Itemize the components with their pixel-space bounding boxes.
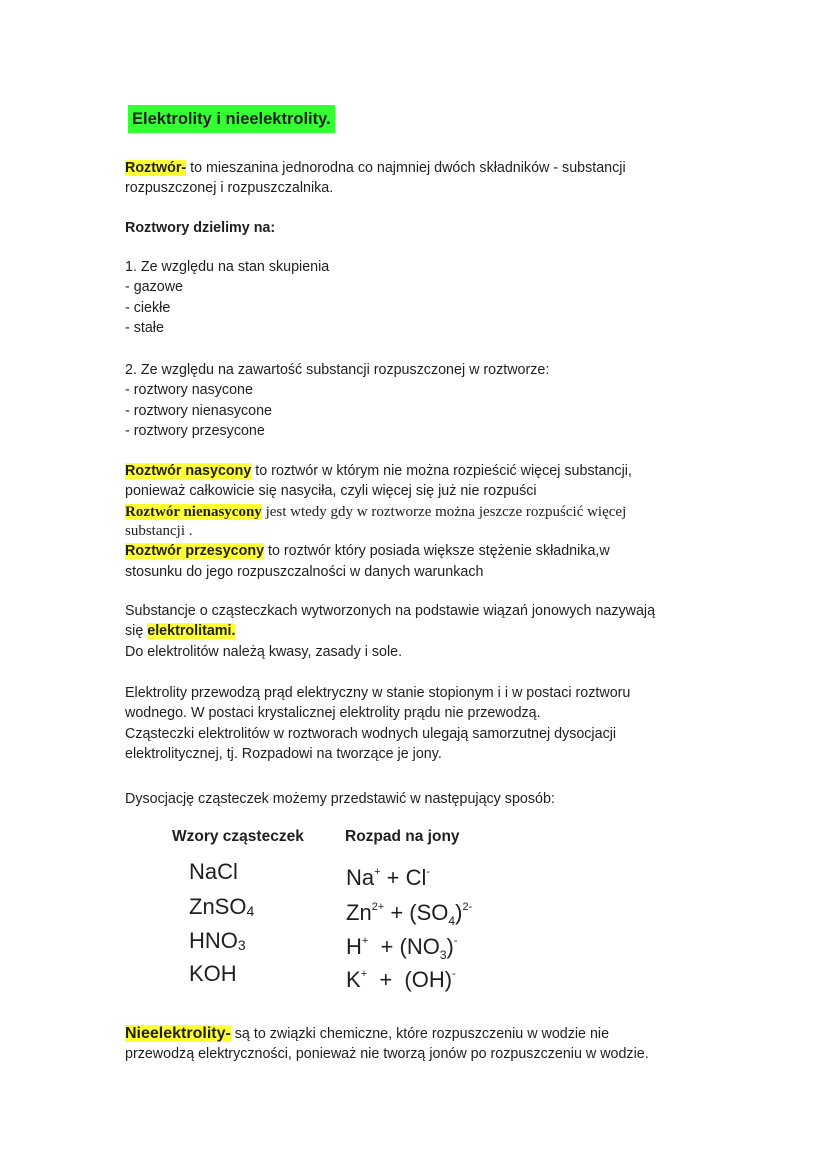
column-header-ions: Rozpad na jony [345,828,460,845]
molecule-formula [189,960,237,992]
paragraph-line: Cząsteczki elektrolitów w roztworach wodnych ulegają samorzutnej dysocjacji [125,725,617,742]
ion-charge: + [374,866,381,878]
highlighted-term: Nieelektrolity- [125,1025,231,1042]
paragraph-line: przewodzą elektryczności, ponieważ nie tworzą jonów po rozpuszczeniu w wodzie. [125,1046,649,1063]
type-text: jest wtedy gdy w roztworze można jeszcze rozpuścić więcej [261,503,627,520]
ion-text: Na [346,865,375,890]
list-heading: 1. Ze względu na stan skupienia [125,259,330,275]
molecule-formula [189,893,254,925]
ion-subscript: 4 [448,914,456,928]
ion-text: K [346,967,361,992]
definition-text-cont: rozpuszczonej i rozpuszczalnika. [125,180,334,197]
list-state [125,257,725,339]
highlighted-term: Roztwór przesycony [125,543,265,560]
type-text-cont: stosunku do jego rozpuszczalności w danych warunkach [125,563,484,580]
list-item: - roztwory nasycone [125,382,253,399]
paragraph-line: elektrolitycznej, tj. Rozpadowi na tworzące je jony. [125,746,442,763]
formula-text: KOH [189,961,237,986]
ion-subscript: 3 [439,948,447,962]
list-item: - stałe [125,320,164,337]
molecule-formula [189,927,246,959]
list-heading: 2. Ze względu na zawartość substancji rozpuszczonej w roztworze: [125,362,550,378]
ion-charge: - [453,935,458,947]
ion-text: + (NO [368,934,440,959]
ion-text: ) [446,934,454,959]
electrolytes-paragraph [125,601,745,662]
highlighted-term: Roztwór- [125,160,187,176]
formula-subscript: 4 [246,903,255,919]
formula-text: HNO [189,928,238,953]
list-item: - roztwory nienasycone [125,402,273,419]
type-text: to roztwór który posiada większe stężenie składnika,w [264,543,610,560]
conduction-paragraph [125,683,745,765]
ion-charge: 2- [462,901,473,913]
paragraph-line: wodnego. W postaci krystalicznej elektrolity prądu nie przewodzą. [125,705,541,722]
definition-text: to mieszanina jednorodna co najmniej dwóch składników - substancji [186,160,626,176]
ion-text: ) [455,900,463,925]
division-heading: Roztwory dzielimy na: [125,220,276,236]
ion-charge: 2+ [371,901,385,913]
nonelectrolytes-paragraph [125,1024,745,1065]
paragraph-line: Substancje o cząsteczkach wytworzonych na podstawie wiązań jonowych nazywają [125,603,656,619]
paragraph-text: są to związki chemiczne, które rozpuszczeniu w wodzie nie [230,1026,610,1042]
formula-text: ZnSO [189,894,247,919]
solution-definition [125,158,725,199]
list-concentration [125,360,725,442]
ion-text: H [346,934,362,959]
ion-text: Zn [346,900,372,925]
formula-text: NaCl [189,859,238,884]
ion-charge: + [361,935,369,947]
paragraph-line: Elektrolity przewodzą prąd elektryczny w stanie stopionym i i w postaci roztworu [125,685,631,701]
molecule-formula [189,858,238,890]
dissociation-intro: Dysocjację cząsteczek możemy przedstawić w następujący sposób: [125,791,555,807]
list-item: - ciekłe [125,299,171,316]
paragraph-text: się [125,623,148,640]
ion-equation [346,960,456,1002]
highlighted-term: Roztwór nasycony [125,463,252,479]
ion-text: + (SO [384,900,449,925]
list-item: - gazowe [125,279,184,296]
list-item: - roztwory przesycone [125,423,265,440]
paragraph-line: Do elektrolitów należą kwasy, zasady i sole. [125,643,403,660]
highlighted-term: elektrolitami. [147,623,236,640]
column-header-formulas: Wzory cząsteczek [172,828,304,845]
type-text-cont: substancji . [125,523,193,540]
ion-charge: - [452,968,456,980]
type-text-cont: ponieważ całkowicie się nasyciła, czyli więcej się już nie rozpuści [125,483,537,500]
document-title: Elektrolity i nieelektrolity. [128,105,335,133]
type-text: to roztwór w którym nie można rozpieścić więcej substancji, [251,463,632,479]
ion-text: + (OH) [367,967,453,992]
highlighted-term: Roztwór nienasycony [125,503,262,520]
solution-types [125,461,745,582]
ion-text: + Cl [380,865,427,890]
ion-charge: - [426,866,431,878]
formula-subscript: 3 [237,937,246,953]
ion-charge: + [360,968,368,980]
